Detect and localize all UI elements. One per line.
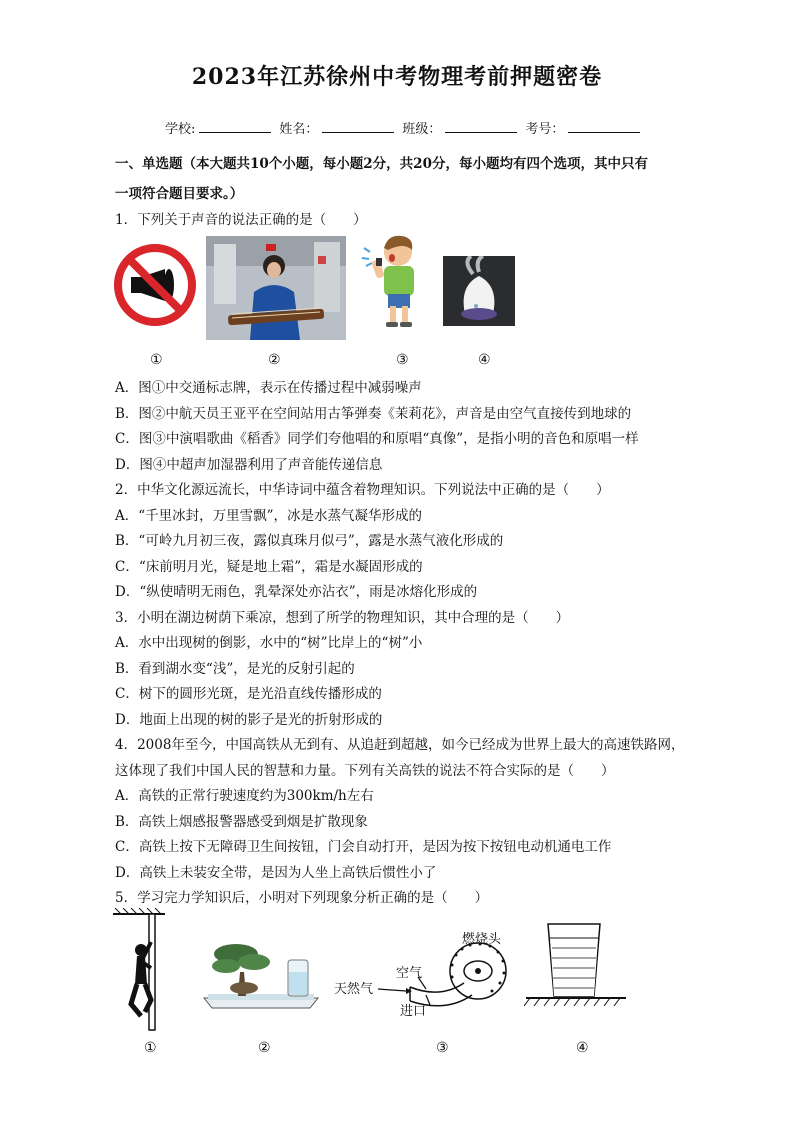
burner-head-label: 燃烧头 <box>462 932 502 947</box>
name-label: 姓名： <box>279 122 319 137</box>
q4-option-a: A．高铁的正常行驶速度约为300km/h左右 <box>115 788 374 804</box>
q2-option-b: B．“可岭九月初三夜，露似真珠月似弓”，露是水蒸气液化形成的 <box>115 533 504 549</box>
pole-climber-figure <box>113 908 173 1036</box>
natural-gas-label: 天然气 <box>334 982 374 997</box>
q1-option-d: D．图④中超声加湿器利用了声音能传递信息 <box>115 457 383 473</box>
q1-option-b: B．图②中航天员王亚平在空间站用古筝弹奏《茉莉花》，声音是由空气直接传到地球的 <box>115 406 632 422</box>
no-horn-sign-icon <box>113 243 197 327</box>
q3-option-d: D．地面上出现的树的影子是光的折射形成的 <box>115 712 383 728</box>
q2-option-d: D．“纵使晴明无雨色，乳晕深处亦沾衣”，雨是冰熔化形成的 <box>115 584 478 600</box>
section-heading-line2: 一项符合题目要求。） <box>115 186 244 202</box>
q1-figure-label-3: ③ <box>396 352 409 368</box>
q5-stem: 5．学习完力学知识后，小明对下列现象分析正确的是（ ） <box>115 890 489 906</box>
q3-stem: 3．小明在湖边树荫下乘凉，想到了所学的物理知识，其中合理的是（ ） <box>115 610 570 626</box>
q1-figure-label-2: ② <box>268 352 281 368</box>
q4-option-d: D．高铁上未装安全带，是因为人坐上高铁后惯性小了 <box>115 865 437 881</box>
name-blank <box>322 118 394 133</box>
inlet-label: 进口 <box>400 1004 427 1019</box>
q3-option-b: B．看到湖水变“浅”，是光的反射引起的 <box>115 661 355 677</box>
q2-stem: 2．中华文化源远流长，中华诗词中蕴含着物理知识。下列说法中正确的是（ ） <box>115 482 610 498</box>
student-info <box>165 118 644 137</box>
q1-figure-label-1: ① <box>150 352 163 368</box>
q5-figure-label-2: ② <box>258 1040 271 1056</box>
q5-figure-label-4: ④ <box>576 1040 589 1056</box>
q1-figure-label-4: ④ <box>478 352 491 368</box>
air-label: 空气 <box>396 966 423 981</box>
q4-option-b: B．高铁上烟感报警器感受到烟是扩散现象 <box>115 814 368 830</box>
q3-option-a: A．水中出现树的倒影，水中的“树”比岸上的“树”小 <box>115 635 423 651</box>
q3-option-c: C．树下的圆形光斑，是光沿直线传播形成的 <box>115 686 382 702</box>
class-label: 班级： <box>402 122 442 137</box>
water-cup-on-table-figure <box>524 920 628 1008</box>
school-label: 学校: <box>165 122 196 137</box>
number-blank <box>568 118 640 133</box>
school-blank <box>199 118 271 133</box>
bonsai-water-tray-figure <box>200 932 322 1010</box>
q5-figure-label-1: ① <box>144 1040 157 1056</box>
humidifier-photo <box>443 256 515 326</box>
q4-stem-line2: 这体现了我们中国人民的智慧和力量。下列有关高铁的说法不符合实际的是（ ） <box>115 763 615 779</box>
q4-option-c: C．高铁上按下无障碍卫生间按钮，门会自动打开，是因为按下按钮电动机通电工作 <box>115 839 612 855</box>
page-title: 2023年江苏徐州中考物理考前押题密卷 <box>191 64 603 90</box>
singing-boy-illustration <box>358 234 432 330</box>
q4-stem-line1: 4．2008年至今，中国高铁从无到有、从追赶到超越，如今已经成为世界上最大的高速铁路网， <box>115 737 685 753</box>
class-blank <box>445 118 517 133</box>
q5-figure-label-3: ③ <box>436 1040 449 1056</box>
section-heading-line1: 一、单选题（本大题共10个小题，每小题2分，共20分，每小题均有四个选项，其中只有 <box>115 156 648 172</box>
number-label: 考号： <box>525 122 565 137</box>
q2-option-a: A．“千里冰封，万里雪飘”，冰是水蒸气凝华形成的 <box>115 508 423 524</box>
astronaut-guzheng-photo <box>206 236 346 340</box>
q2-option-c: C．“床前明月光，疑是地上霜”，霜是水凝固形成的 <box>115 559 423 575</box>
q1-option-a: A．图①中交通标志牌，表示在传播过程中减弱噪声 <box>115 380 422 396</box>
q1-option-c: C．图③中演唱歌曲《稻香》同学们夸他唱的和原唱“真像”，是指小明的音色和原唱一样 <box>115 431 639 447</box>
q1-stem: 1．下列关于声音的说法正确的是（ ） <box>115 212 367 228</box>
